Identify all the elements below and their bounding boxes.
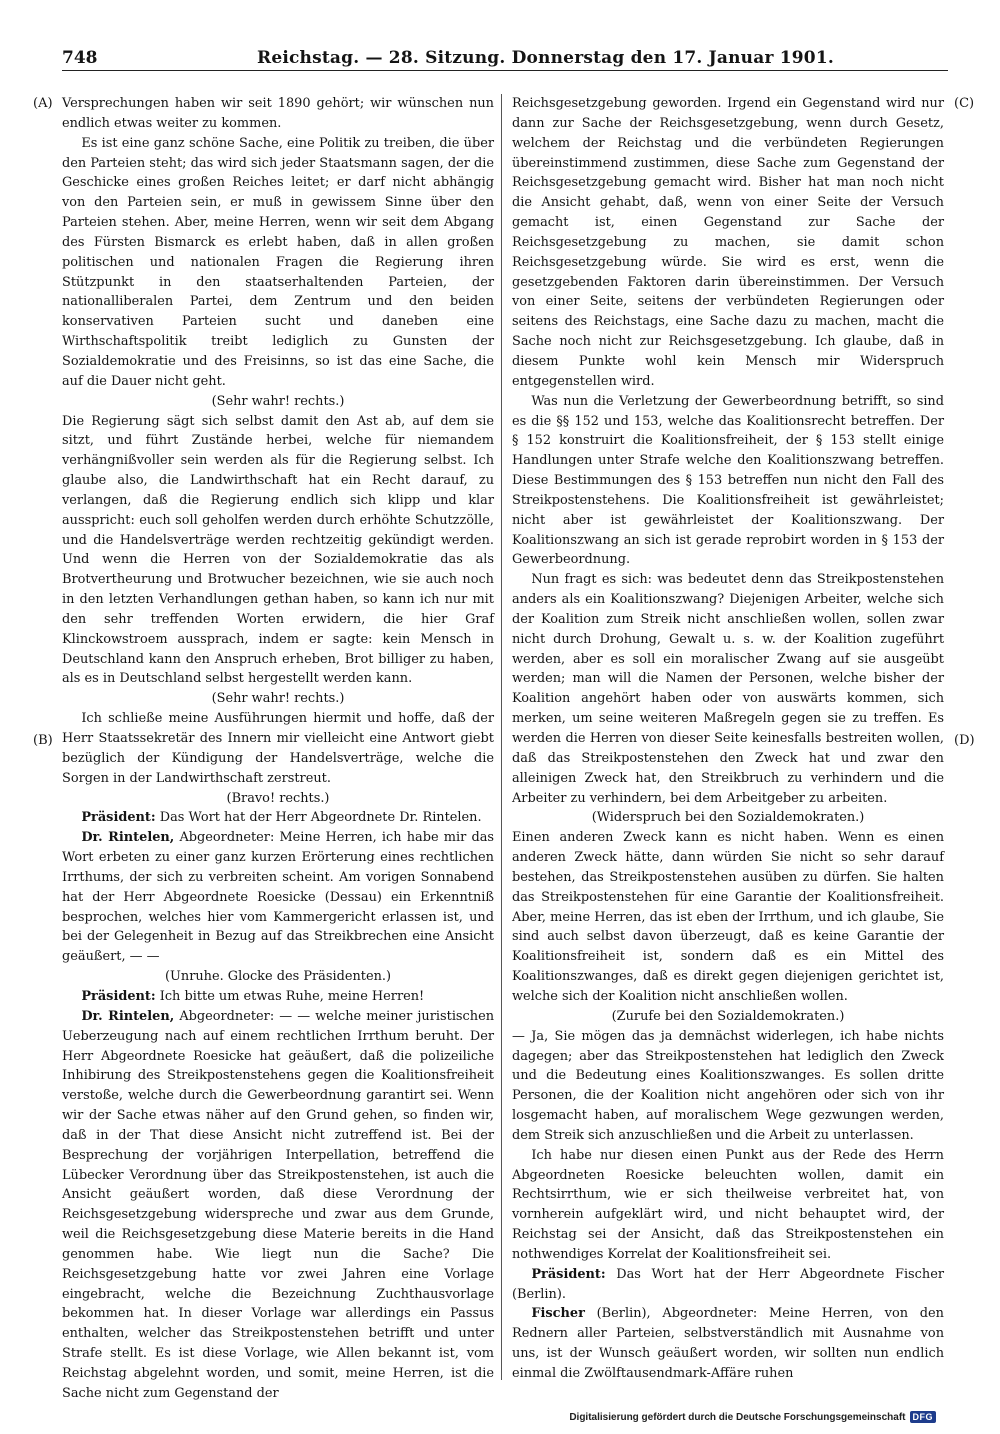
header-rule — [62, 70, 948, 71]
paragraph: Was nun die Verletzung der Gewerbeordnung betrifft, so sind es die §§ 152 und 153, welche das Koalitionsrecht betreffen. Der § 152 konstruirt die Koalitionsfreiheit, der § 153 stellt einige Handlungen unter Strafe welche den Koalitionszwang betreffen. Diese Bestimmungen des § 153 betreffen nun nicht den Fall des Streikpostenstehens. Die Koalitionsfreiheit ist gewährleistet; nicht aber ist gewährleistet der Koalitionszwang. Der Koalitionszwang an sich ist gerade reprobirt worden in § 153 der Gewerbeordnung. — [512, 393, 944, 568]
speech-text: Das Wort hat der Herr Abgeordnete Dr. Rintelen. — [159, 810, 482, 826]
page-number: 748 — [62, 48, 98, 68]
right-column — [512, 94, 944, 1382]
speech-paragraph — [62, 808, 494, 828]
margin-mark-b: (B) — [33, 733, 53, 748]
paragraph: Einen anderen Zweck kann es nicht haben. Wenn es einen anderen Zweck hätte, dann würden Sie nicht so sehr darauf bestehen, das Streikpostenstehen ausüben zu dürfen. Sie halten das Streikpostenstehen für eine Garantie der Koalitionsfreiheit. Aber, meine Herren, das ist eben der Irrthum, und ich glaube, Sie sind auch selbst davon überzeugt, daß es keine Garantie der Koalitionsfreiheit ist, sondern daß es ein Mittel des Koalitionszwanges, daß es direkt gegen diejenigen gerichtet ist, welche sich der Koalition nicht anschließen wollen. — [512, 830, 944, 1004]
interjection: (Unruhe. Glocke des Präsidenten.) — [165, 969, 391, 985]
speech-text: Ich bitte um etwas Ruhe, meine Herren! — [159, 988, 425, 1004]
speaker-name: Präsident: — [81, 988, 156, 1004]
page-header — [62, 44, 947, 70]
paragraph: Nun fragt es sich: was bedeutet denn das Streikpostenstehen anders als ein Koalitionszwang? Diejenigen Arbeiter, welche sich der Koalition zum Streik nicht anschließen wollen, sollen zwar nicht durch Drohung, Gewalt u. s. w. der Koalition zugeführt werden, aber es soll ein moralischer Zwang auf sie ausgeübt werden; man will die Namen der Personen, welche bisher der Koalition angehört haben oder von auswärts kommen, sich merken, um seine weiteren Maßregeln gegen sie zu treffen. Es werden die Herren von dieser Seite keinesfalls bestreiten wollen, daß das Streikpostenstehen den Zweck hat und zwar den alleinigen Zweck hat, den Streikbruch zu verhindern und die Arbeiter zu verhindern, bei dem Arbeitgeber zu arbeiten. — [512, 572, 944, 806]
speech-paragraph — [512, 1304, 944, 1383]
paragraph: — Ja, Sie mögen das ja demnächst widerlegen, ich habe nichts dagegen; aber das Streikpostenstehen hat lediglich den Zweck und die Bedeutung eines Koalitionszwanges. Es sollen dritte Personen, die der Koalition nicht angehören oder sich von ihr losgemacht haben, auf moralischem Wege gezwungen werden, dem Streik sich anzuschließen und die Arbeit zu unterlassen. — [512, 1028, 944, 1143]
dfg-logo: DFG — [910, 1411, 937, 1423]
interjection: (Sehr wahr! rechts.) — [211, 691, 345, 707]
speaker-name: Präsident: — [531, 1266, 606, 1282]
paragraph: Versprechungen haben wir seit 1890 gehört; wir wünschen nun endlich etwas weiter zu kommen. — [62, 96, 494, 131]
interjection: (Zurufe bei den Sozialdemokraten.) — [611, 1008, 845, 1024]
interjection: (Sehr wahr! rechts.) — [211, 393, 345, 409]
paragraph: Es ist eine ganz schöne Sache, eine Politik zu treiben, die über den Parteien steht; das wird sich jeder Staatsmann sagen, der die Geschicke eines großen Reiches leitet; er darf nicht abhängig von den Parteien sein, er muß in gewissem Sinne über den Parteien stehen. Aber, meine Herren, wenn wir seit dem Abgang des Fürsten Bismarck es erlebt haben, daß in allen großen politischen und nationalen Fragen die Regierung ihren Stützpunkt in den staatserhaltenden Parteien, der nationalliberalen Partei, dem Zentrum und den beiden konservativen Parteien sucht und daneben eine Wirthschaftspolitik treibt lediglich zu Gunsten der Sozialdemokratie und des Freisinns, so ist das eine Sache, die auf die Dauer nicht geht. — [62, 135, 494, 389]
speech-text: Abgeordneter: Meine Herren, ich habe mir das Wort erbeten zu einer ganz kurzen Erörterung eines rechtlichen Irrthums, der sich zu verbreiten scheint. Am vorigen Sonnabend hat der Herr Abgeordnete Roesicke (Dessau) ein Erkenntniß besprochen, welches hier vom Kammergericht erlassen ist, und bei der Gelegenheit in Bezug auf das Streikbrechen eine Ansicht geäußert, — — — [62, 830, 494, 965]
interjection: (Widerspruch bei den Sozialdemokraten.) — [591, 810, 865, 826]
paragraph: Die Regierung sägt sich selbst damit den Ast ab, auf dem sie sitzt, und führt Zustände herbei, welche für niemandem verhängnißvoller sein werden als für die Regierung selbst. Ich glaube also, die Landwirthschaft hat ein Recht darauf, zu verlangen, daß die Regierung endlich sich klipp und klar ausspricht: euch soll geholfen werden durch erhöhte Schutzzölle, und die Handelsverträge werden rechtzeitig gekündigt werden. Und wenn die Herren von der Sozialdemokratie das als Brotvertheurung und Brotwucher bezeichnen, wie sie auch noch in den letzten Verhandlungen gethan haben, so kann ich nur mit den sehr treffenden Worten erwidern, die hier Graf Klinckowstroem aussprach, indem er sagte: kein Mensch in Deutschland kann den Anspruch erheben, Brot billiger zu haben, als es in Deutschland selbst hergestellt werden kann. — [62, 413, 494, 687]
margin-mark-a: (A) — [33, 96, 53, 111]
speech-text: Das Wort hat der Herr Abgeordnete Fischer (Berlin). — [512, 1266, 944, 1302]
speaker-name: Dr. Rintelen, — [81, 830, 175, 846]
margin-mark-d: (D) — [954, 733, 975, 748]
paragraph: Reichsgesetzgebung geworden. Irgend ein Gegenstand wird nur dann zur Sache der Reichsgesetzgebung, wenn durch Gesetz, welchem der Reichstag und die verbündeten Regierungen übereinstimmend zustimmen, diese Sache zum Gegenstand der Reichsgesetzgebung gemacht wird. Bisher hat man noch nicht die Ansicht gehabt, daß, wenn von einer Seite der Versuch gemacht ist, einen Gegenstand zur Sache der Reichsgesetzgebung zu machen, sie damit schon Reichsgesetzgebung würde. Sie wird es erst, wenn die gesetzgebenden Faktoren darin übereinstimmen. Der Versuch von einer Seite, seitens der verbündeten Regierungen oder seitens des Reichstags, eine Sache dazu zu machen, macht die Sache noch nicht zur Reichsgesetzgebung. Ich glaube, daß in diesem Punkte wohl kein Mensch mir Widerspruch entgegenstellen wird. — [512, 96, 944, 389]
column-divider — [501, 94, 502, 1380]
digitization-credit — [569, 1411, 936, 1423]
interjection: (Bravo! rechts.) — [226, 790, 330, 806]
speaker-name: Präsident: — [81, 810, 156, 826]
speech-paragraph — [62, 987, 494, 1007]
speech-text: (Berlin), Abgeordneter: Meine Herren, von den Rednern aller Parteien, selbstverständlich mit Ausnahme von uns, ist der Wunsch geäußert worden, wir sollten nun endlich einmal die Zwölftausendmark-Affäre ruhen — [512, 1306, 944, 1381]
speech-paragraph — [62, 828, 494, 967]
speaker-name: Fischer — [531, 1306, 585, 1322]
running-head: Reichstag. — 28. Sitzung. Donnerstag den 17. Januar 1901. — [257, 48, 834, 68]
margin-mark-c: (C) — [954, 96, 975, 111]
credit-text: Digitalisierung gefördert durch die Deutsche Forschungsgemeinschaft — [569, 1411, 906, 1423]
speech-paragraph — [62, 1007, 494, 1404]
paragraph: Ich habe nur diesen einen Punkt aus der Rede des Herrn Abgeordneten Roesicke beleuchten wollen, damit ein Rechtsirrthum, wie er sich theilweise verbreitet hat, von vornherein aufgeklärt wird, und nicht behauptet wird, der Reichstag sei der Ansicht, daß das Streikpostenstehen ein nothwendiges Korrelat der Koalitionsfreiheit sei. — [512, 1147, 944, 1262]
speaker-name: Dr. Rintelen, — [81, 1008, 175, 1024]
paragraph: Ich schließe meine Ausführungen hiermit und hoffe, daß der Herr Staatssekretär des Innern mir vielleicht eine Antwort giebt bezüglich der Kündigung der Handelsverträge, welche die Sorgen in der Landwirthschaft zerstreut. — [62, 711, 494, 786]
speech-text: Abgeordneter: — — welche meiner juristischen Ueberzeugung nach auf einem rechtlichen Irrthum beruht. Der Herr Abgeordnete Roesicke hat geäußert, daß die polizeiliche Inhibirung des Streikpostenstehens gegen die Koalitionsfreiheit verstoße, welche durch die Gewerbeordnung garantirt sei. Wenn wir der Sache etwas näher auf den Grund gehen, so finden wir, daß in der That diese Ansicht nicht zutreffend ist. Bei der Besprechung der vorjährigen Interpellation, betreffend die Lübecker Verordnung über das Streikpostenstehen, ist auch die Ansicht geäußert worden, daß diese Verordnung der Reichsgesetzgebung widerspreche und zwar aus dem Grunde, weil die Reichsgesetzgebung diese Materie bereits in die Hand genommen habe. Wie liegt nun die Sache? Die Reichsgesetzgebung hatte vor zwei Jahren eine Vorlage eingebracht, welche die Bezeichnung Zuchthausvorlage bekommen hat. In dieser Vorlage war allerdings ein Passus enthalten, welcher das Streikpostenstehen betrifft und unter Strafe stellt. Es ist diese Vorlage, wie Allen bekannt ist, vom Reichstag abgelehnt worden, und somit, meine Herren, ist die Sache nicht zum Gegenstand der — [62, 1008, 495, 1401]
speech-paragraph — [512, 1265, 944, 1305]
left-column — [62, 94, 495, 1401]
